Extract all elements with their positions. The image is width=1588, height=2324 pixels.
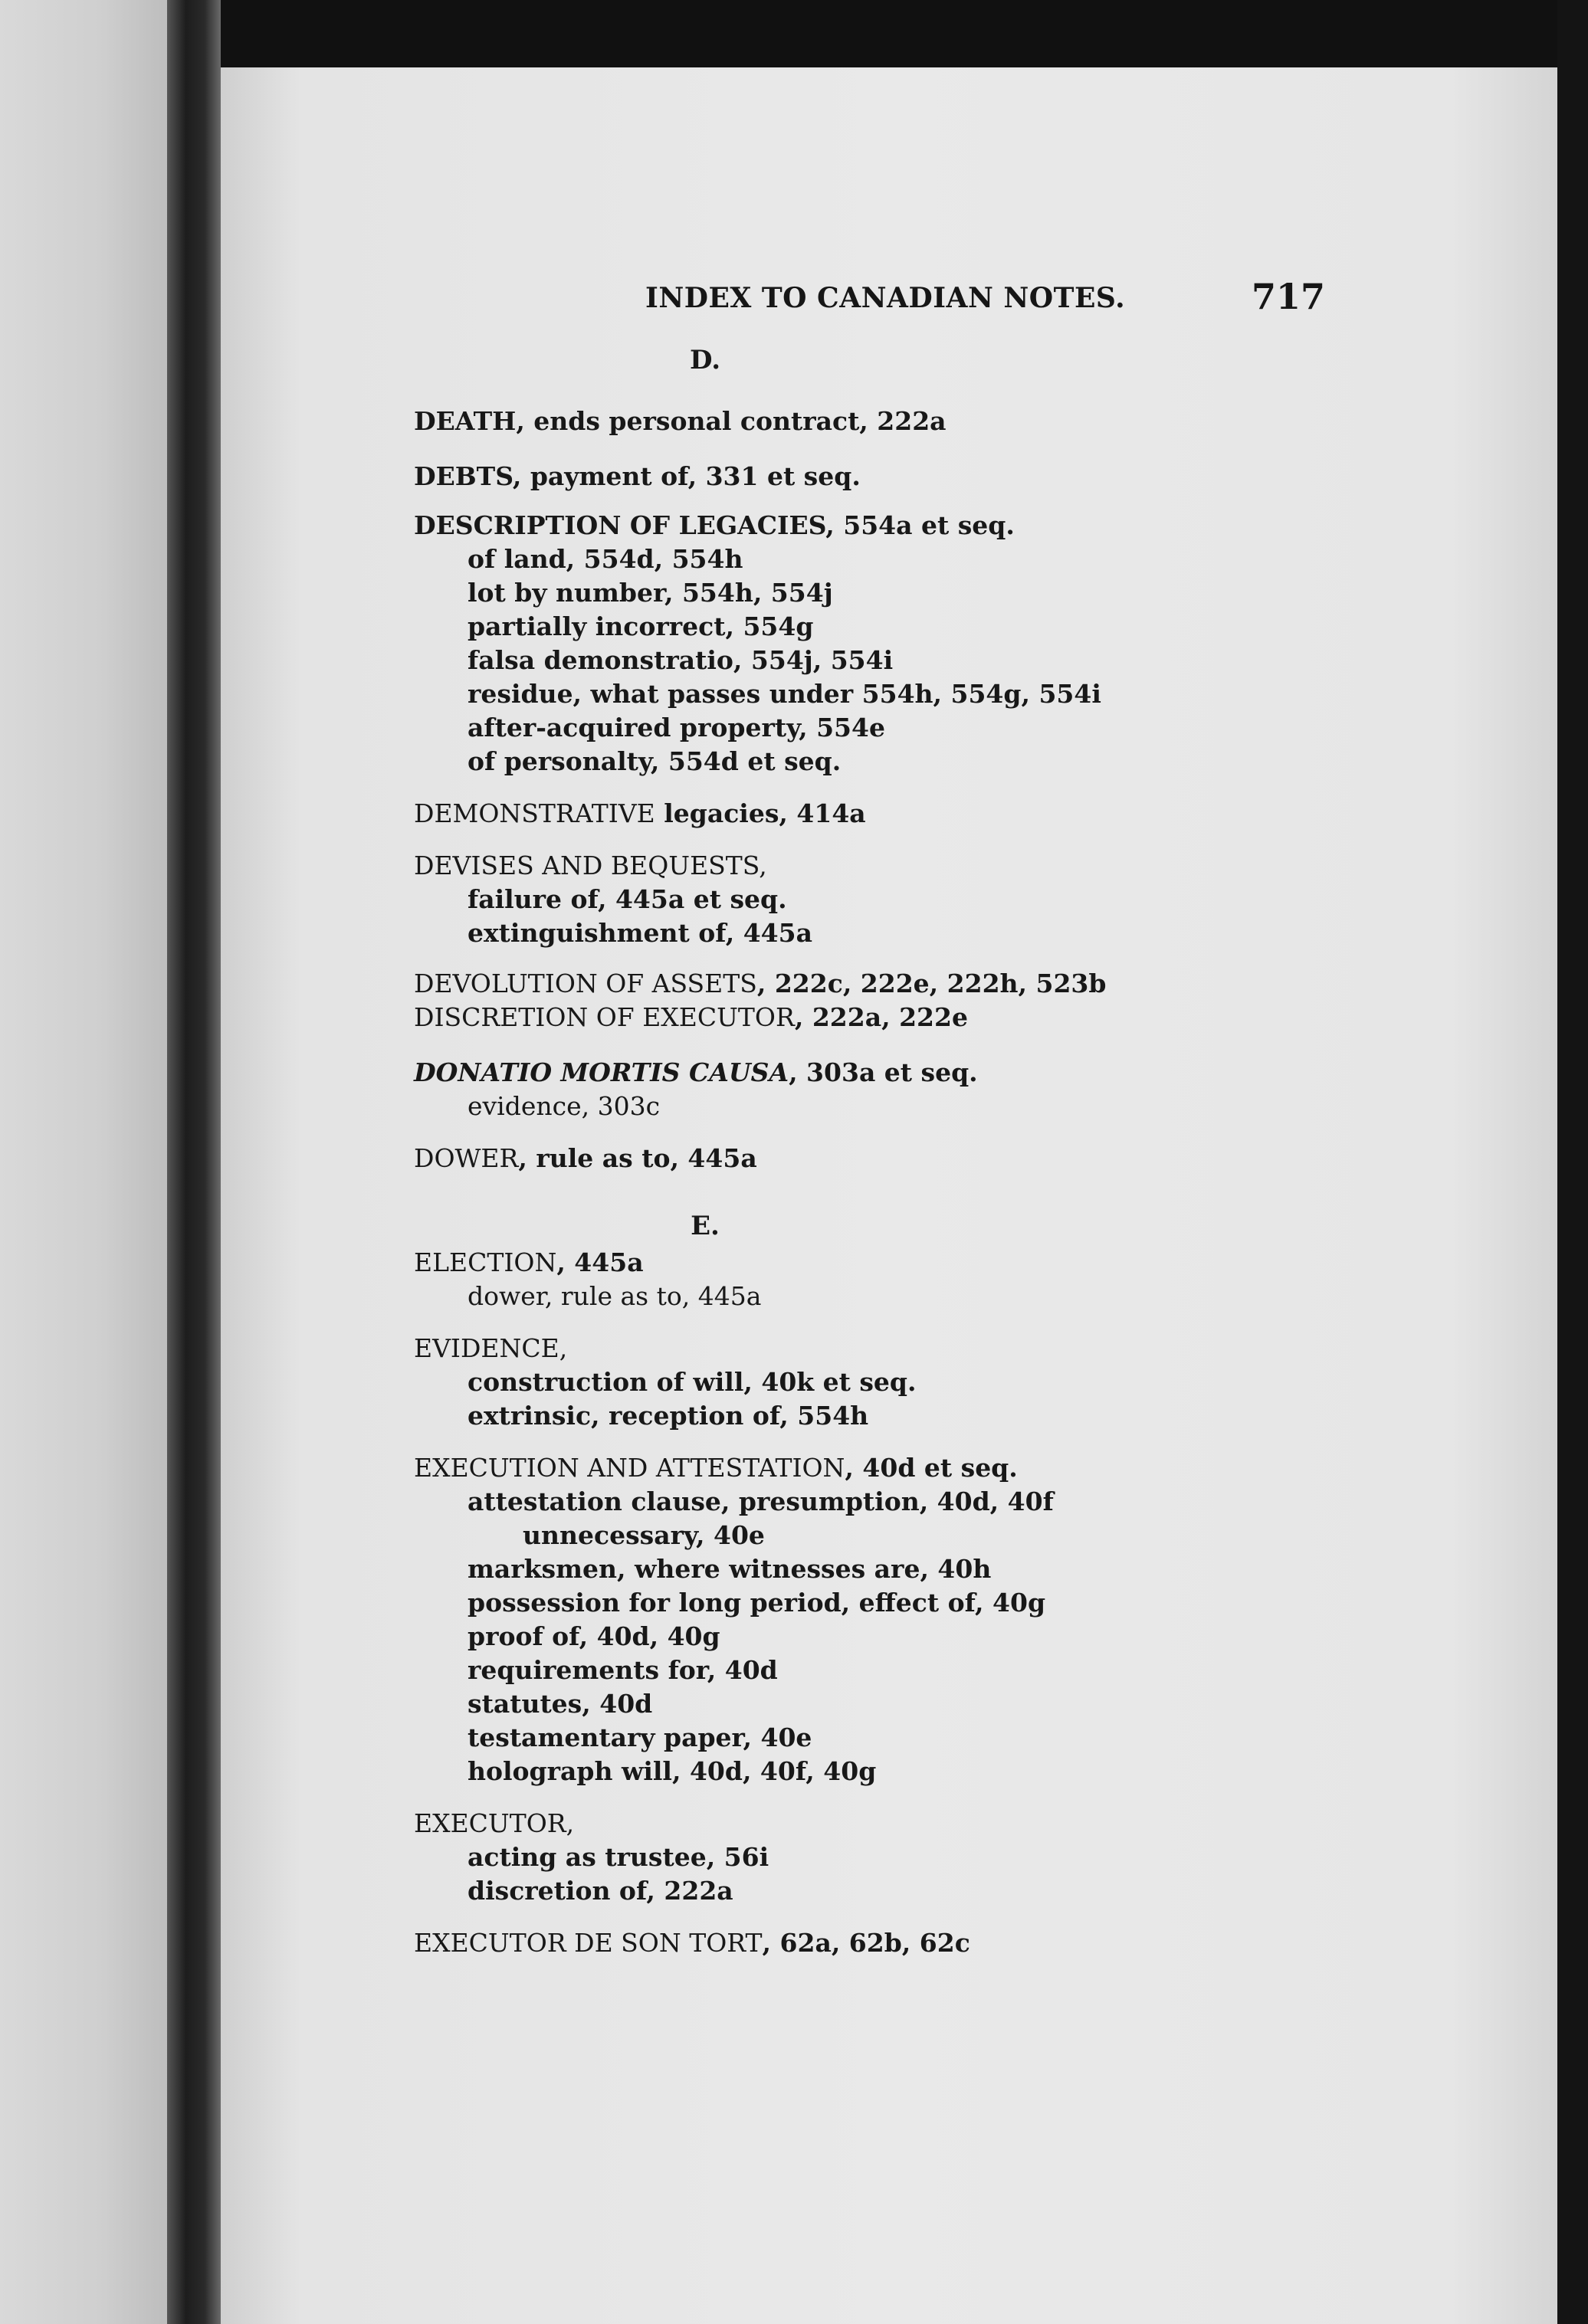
entry-locators: , [759, 851, 767, 880]
facing-page-edge [0, 0, 167, 2324]
entry-heading: DEVISES AND BEQUESTS [414, 851, 760, 880]
entry-locators: , 222c, 222e, 222h, 523b [756, 969, 1107, 998]
entry-locators: , 40d et seq. [845, 1453, 1018, 1483]
entry-heading: DEATH [414, 406, 517, 436]
index-subentry: statutes, 40d [468, 1689, 653, 1719]
index-entry-evidence [414, 1333, 567, 1364]
index-entry-death [414, 406, 947, 437]
entry-heading: DEVOLUTION OF ASSETS [414, 969, 757, 998]
index-subentry: marksmen, where witnesses are, 40h [468, 1554, 992, 1584]
index-entry-execution-and-attestation [414, 1453, 1018, 1483]
index-subentry: dower, rule as to, 445a [468, 1281, 762, 1311]
running-header: INDEX TO CANADIAN NOTES. [645, 282, 1126, 314]
index-subentry: of personalty, 554d et seq. [468, 746, 842, 776]
section-letter-d: D. [689, 345, 721, 375]
index-subentry: construction of will, 40k et seq. [468, 1367, 917, 1397]
index-subentry: holograph will, 40d, 40f, 40g [468, 1756, 877, 1786]
entry-heading: DEBTS [414, 461, 513, 491]
index-subentry: residue, what passes under 554h, 554g, 554i [468, 679, 1101, 709]
index-subsubentry: unnecessary, 40e [523, 1520, 765, 1550]
entry-heading: DESCRIPTION OF LEGACIES [414, 510, 826, 540]
page-number: 717 [1252, 276, 1326, 317]
entry-locators: , 554a et seq. [825, 510, 1015, 540]
index-subentry: extinguishment of, 445a [468, 918, 812, 948]
index-subentry: partially incorrect, 554g [468, 611, 814, 641]
index-entry-executor-de-son-tort [414, 1928, 970, 1959]
index-entry-demonstrative [414, 798, 866, 829]
index-subentry: requirements for, 40d [468, 1655, 778, 1685]
entry-locators: , 222a, 222e [794, 1002, 968, 1032]
index-subentry: discretion of, 222a [468, 1876, 733, 1906]
index-entry-discretion-of-executor [414, 1002, 968, 1033]
entry-locators: , 303a et seq. [789, 1057, 978, 1087]
index-entry-dower [414, 1143, 757, 1174]
entry-locators: , payment of, 331 et seq. [512, 461, 861, 491]
index-entry-executor [414, 1808, 574, 1839]
entry-locators: , [559, 1333, 568, 1363]
entry-heading: DOWER [414, 1143, 519, 1173]
entry-heading: EXECUTION AND ATTESTATION [414, 1453, 845, 1483]
index-subentry: proof of, 40d, 40g [468, 1621, 720, 1651]
entry-heading: EXECUTOR DE SON TORT [414, 1928, 763, 1958]
index-subentry: failure of, 445a et seq. [468, 884, 787, 914]
scan-right-border [1557, 0, 1588, 2324]
index-subentry: testamentary paper, 40e [468, 1723, 812, 1752]
entry-locators: , 62a, 62b, 62c [762, 1928, 970, 1958]
index-subentry: extrinsic, reception of, 554h [468, 1401, 869, 1431]
index-subentry: evidence, 303c [468, 1091, 661, 1121]
entry-heading: EVIDENCE [414, 1333, 559, 1363]
entry-heading: EXECUTOR [414, 1808, 566, 1838]
entry-heading: DEMONSTRATIVE [414, 798, 655, 828]
entry-heading: DONATIO MORTIS CAUSA [414, 1057, 789, 1087]
section-letter-e: E. [691, 1211, 720, 1241]
index-subentry: falsa demonstratio, 554j, 554i [468, 645, 894, 675]
scan-top-border [0, 0, 1588, 67]
index-entry-description-of-legacies [414, 510, 1015, 541]
entry-heading: DISCRETION OF EXECUTOR [414, 1002, 795, 1032]
entry-locators: , rule as to, 445a [518, 1143, 757, 1173]
index-subentry: acting as trustee, 56i [468, 1842, 769, 1872]
entry-locators: , 445a [556, 1247, 644, 1277]
index-entry-debts [414, 461, 861, 492]
book-gutter [167, 0, 221, 2324]
index-subentry: lot by number, 554h, 554j [468, 578, 833, 608]
index-entry-donatio-mortis-causa [414, 1057, 978, 1088]
entry-locators: , ends personal contract, 222a [516, 406, 947, 436]
entry-locators: legacies, 414a [655, 798, 866, 828]
entry-locators: , [566, 1808, 575, 1838]
index-subentry: after-acquired property, 554e [468, 713, 885, 742]
index-entry-devolution-of-assets [414, 969, 1106, 999]
index-entry-devises-and-bequests [414, 851, 767, 881]
entry-heading: ELECTION [414, 1247, 557, 1277]
index-subentry: of land, 554d, 554h [468, 544, 743, 574]
index-subentry: attestation clause, presumption, 40d, 40f [468, 1487, 1054, 1516]
index-subentry: possession for long period, effect of, 40g [468, 1588, 1046, 1618]
index-entry-election [414, 1247, 644, 1278]
